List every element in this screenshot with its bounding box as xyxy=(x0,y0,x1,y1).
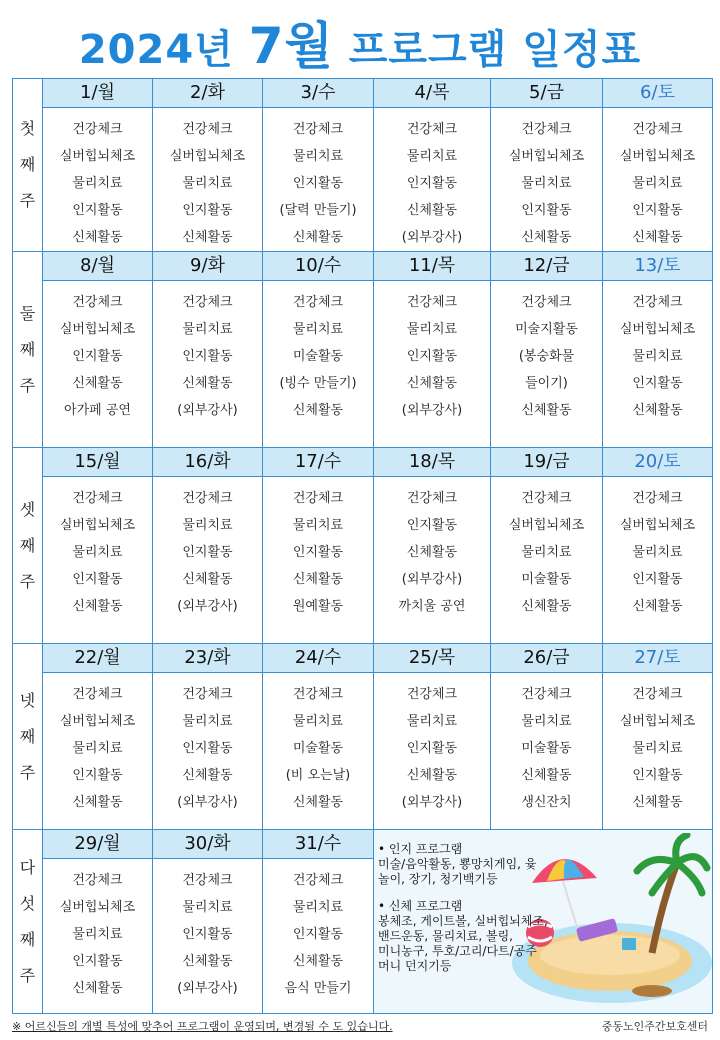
activity-item: 신체활동 xyxy=(632,403,683,418)
activity-item: 신체활동 xyxy=(292,572,344,587)
activity-item: 인지활동 xyxy=(406,176,458,191)
activity-item: 건강체크 xyxy=(182,687,233,702)
activity-item: 건강체크 xyxy=(72,687,123,702)
activity-item: 신체활동 xyxy=(292,403,344,418)
week-label-char: 다 xyxy=(19,857,36,877)
week-activity-row xyxy=(13,108,713,252)
activity-item: 미술활동 xyxy=(521,572,572,587)
week-header-row xyxy=(13,830,713,859)
activity-item: 실버힙뇌체조 xyxy=(59,714,136,729)
activity-item: 건강체크 xyxy=(632,687,683,702)
day-header: 18/목 xyxy=(374,448,491,477)
activity-item: 인지활동 xyxy=(72,349,123,364)
day-header: 22/월 xyxy=(43,644,153,673)
activity-item: 물리치료 xyxy=(72,741,123,756)
activity-item: 건강체크 xyxy=(72,873,123,888)
week-label-char: 셋 xyxy=(19,499,36,519)
cognitive-heading: • 인지 프로그램 xyxy=(378,842,463,856)
week-activity-row xyxy=(13,673,713,830)
week-label xyxy=(13,644,43,830)
activity-item: 물리치료 xyxy=(72,927,123,942)
day-activities xyxy=(153,108,263,252)
activity-item: 건강체크 xyxy=(72,491,123,506)
day-activities xyxy=(603,477,713,644)
activity-item: 물리치료 xyxy=(292,518,344,533)
day-header: 4/목 xyxy=(374,79,491,108)
activity-item: 인지활동 xyxy=(292,927,344,942)
activity-item: 물리치료 xyxy=(292,714,344,729)
activity-item: 물리치료 xyxy=(521,176,572,191)
physical-line: 미니농구, 투호/고리/다트/공주 xyxy=(378,944,537,958)
activity-item: 건강체크 xyxy=(182,873,233,888)
activity-item: 건강체크 xyxy=(632,295,683,310)
activity-item: 인지활동 xyxy=(182,741,233,756)
activity-item: 신체활동 xyxy=(406,203,458,218)
activity-item: 인지활동 xyxy=(72,572,123,587)
activity-item: 실버힙뇌체조 xyxy=(619,518,696,533)
cognitive-line: 미술/음악활동, 뿅망치게임, 윷 xyxy=(378,857,537,871)
activity-item: (외부강사) xyxy=(177,403,238,418)
activity-item: 실버힙뇌체조 xyxy=(59,518,136,533)
day-activities xyxy=(374,281,491,448)
activity-item: 물리치료 xyxy=(182,714,233,729)
activity-item: 건강체크 xyxy=(292,873,344,888)
activity-item: 건강체크 xyxy=(292,687,344,702)
activity-item: 신체활동 xyxy=(182,376,233,391)
activity-item: 건강체크 xyxy=(292,122,344,137)
week-activity-row xyxy=(13,281,713,448)
activity-item: 건강체크 xyxy=(292,491,344,506)
activity-item: 미술활동 xyxy=(292,741,344,756)
day-activities xyxy=(603,108,713,252)
activity-item: 신체활동 xyxy=(632,230,683,245)
activity-item: 물리치료 xyxy=(406,149,458,164)
day-activities xyxy=(491,281,603,448)
day-activities xyxy=(43,108,153,252)
week-label-char: 째 xyxy=(19,929,36,949)
physical-line: 밴드운동, 물리치료, 볼링, xyxy=(378,929,513,943)
day-header: 2/화 xyxy=(153,79,263,108)
activity-item: 물리치료 xyxy=(632,176,683,191)
activity-item: 건강체크 xyxy=(632,491,683,506)
activity-item: 물리치료 xyxy=(406,322,458,337)
week-label-char: 주 xyxy=(19,762,36,782)
activity-item: (비 오는날) xyxy=(285,768,351,783)
activity-item: 실버힙뇌체조 xyxy=(59,900,136,915)
day-activities xyxy=(43,673,153,830)
day-activities xyxy=(374,477,491,644)
activity-item: 인지활동 xyxy=(406,349,458,364)
day-header: 19/금 xyxy=(491,448,603,477)
activity-item: (외부강사) xyxy=(401,795,463,810)
week-label-char: 둘 xyxy=(19,303,36,323)
physical-heading: • 신체 프로그램 xyxy=(378,899,463,913)
week-header-row xyxy=(13,79,713,108)
activity-item: (외부강사) xyxy=(401,230,463,245)
page-title xyxy=(0,6,720,78)
footer xyxy=(12,1018,712,1034)
activity-item: (외부강사) xyxy=(177,795,238,810)
day-header: 6/토 xyxy=(603,79,713,108)
day-header: 26/금 xyxy=(491,644,603,673)
activity-item: 물리치료 xyxy=(182,322,233,337)
day-header: 15/월 xyxy=(43,448,153,477)
footer-org: 중동노인주간보호센터 xyxy=(601,1020,708,1033)
activity-item: 신체활동 xyxy=(406,376,458,391)
activity-item: 원예활동 xyxy=(292,599,344,614)
week-label xyxy=(13,252,43,448)
week-label-char: 주 xyxy=(19,191,36,210)
activity-item: 신체활동 xyxy=(292,954,344,969)
week-label-char: 섯 xyxy=(19,893,36,913)
activity-item: 아가페 공연 xyxy=(64,403,131,418)
activity-item: 물리치료 xyxy=(521,714,572,729)
activity-item: 신체활동 xyxy=(406,768,458,783)
day-activities xyxy=(43,859,153,1014)
day-header: 31/수 xyxy=(263,830,374,859)
day-activities xyxy=(263,477,374,644)
program-info-box xyxy=(374,830,713,1014)
day-header: 13/토 xyxy=(603,252,713,281)
day-activities xyxy=(153,673,263,830)
week-label-char: 째 xyxy=(19,535,36,555)
activity-item: 물리치료 xyxy=(72,545,123,560)
week-activity-row xyxy=(13,477,713,644)
week-label-char: 주 xyxy=(19,965,36,985)
activity-item: 실버힙뇌체조 xyxy=(59,322,136,337)
activity-item: 인지활동 xyxy=(182,349,233,364)
activity-item: 건강체크 xyxy=(406,295,458,310)
week-label-char: 째 xyxy=(19,726,36,746)
week-label-char: 째 xyxy=(19,155,36,174)
schedule-table xyxy=(12,78,713,1014)
week-label xyxy=(13,79,43,252)
activity-item: 인지활동 xyxy=(632,572,683,587)
activity-item: 신체활동 xyxy=(292,230,344,245)
physical-line: 머니 던지기등 xyxy=(378,959,452,973)
activity-item: 미술활동 xyxy=(521,741,572,756)
activity-item: 인지활동 xyxy=(182,927,233,942)
activity-item: 건강체크 xyxy=(182,295,233,310)
title-year: 2024년 xyxy=(78,27,234,73)
day-header: 23/화 xyxy=(153,644,263,673)
activity-item: 인지활동 xyxy=(182,545,233,560)
activity-item: 실버힙뇌체조 xyxy=(619,322,696,337)
physical-line: 봉체조, 게이트볼, 실버힙뇌체조, xyxy=(378,914,548,928)
activity-item: 신체활동 xyxy=(521,230,572,245)
activity-item: 물리치료 xyxy=(292,149,344,164)
activity-item: 생신잔치 xyxy=(521,795,572,810)
activity-item: 신체활동 xyxy=(182,954,233,969)
activity-item: 인지활동 xyxy=(406,518,458,533)
day-header: 1/월 xyxy=(43,79,153,108)
day-activities xyxy=(153,477,263,644)
day-activities xyxy=(263,859,374,1014)
activity-item: 물리치료 xyxy=(182,176,233,191)
activity-item: 물리치료 xyxy=(182,518,233,533)
cognitive-line: 놀이, 장기, 청기백기등 xyxy=(378,872,498,886)
activity-item: 인지활동 xyxy=(72,954,123,969)
activity-item: 실버힙뇌체조 xyxy=(508,518,585,533)
activity-item: 인지활동 xyxy=(521,203,572,218)
day-header: 16/화 xyxy=(153,448,263,477)
day-activities xyxy=(263,673,374,830)
activity-item: 음식 만들기 xyxy=(284,981,352,996)
day-activities xyxy=(374,673,491,830)
day-activities xyxy=(153,281,263,448)
day-activities xyxy=(491,108,603,252)
activity-item: 신체활동 xyxy=(182,230,233,245)
day-header: 11/목 xyxy=(374,252,491,281)
activity-item: 건강체크 xyxy=(406,491,458,506)
activity-item: 인지활동 xyxy=(292,176,344,191)
activity-item: 인지활동 xyxy=(292,545,344,560)
day-header: 12/금 xyxy=(491,252,603,281)
activity-item: 실버힙뇌체조 xyxy=(59,149,136,164)
activity-item: 건강체크 xyxy=(521,295,572,310)
day-header: 9/화 xyxy=(153,252,263,281)
week-label-char: 째 xyxy=(19,339,36,359)
activity-item: (빙수 만들기) xyxy=(279,376,357,391)
activity-item: 신체활동 xyxy=(182,572,233,587)
activity-item: 신체활동 xyxy=(406,545,458,560)
week-label-char: 넷 xyxy=(19,690,36,710)
activity-item: 까치울 공연 xyxy=(398,599,466,614)
activity-item: 미술활동 xyxy=(292,349,344,364)
activity-item: 물리치료 xyxy=(182,900,233,915)
activity-item: 실버힙뇌체조 xyxy=(169,149,246,164)
activity-item: 인지활동 xyxy=(632,768,683,783)
activity-item: 미술지활동 xyxy=(515,322,578,337)
activity-item: 건강체크 xyxy=(182,122,233,137)
day-activities xyxy=(263,108,374,252)
activity-item: 건강체크 xyxy=(521,687,572,702)
activity-item: 물리치료 xyxy=(72,176,123,191)
activity-item: 건강체크 xyxy=(406,122,458,137)
week-label-char: 주 xyxy=(19,375,36,395)
day-header: 30/화 xyxy=(153,830,263,859)
week-header-row xyxy=(13,644,713,673)
activity-item: 신체활동 xyxy=(72,795,123,810)
day-header: 24/수 xyxy=(263,644,374,673)
day-header: 17/수 xyxy=(263,448,374,477)
day-header: 10/수 xyxy=(263,252,374,281)
activity-item: 실버힙뇌체조 xyxy=(508,149,585,164)
activity-item: 인지활동 xyxy=(406,741,458,756)
activity-item: 건강체크 xyxy=(72,122,123,137)
day-activities xyxy=(43,477,153,644)
activity-item: 실버힙뇌체조 xyxy=(619,714,696,729)
activity-item: (봉숭화물 xyxy=(518,349,575,364)
day-header: 20/토 xyxy=(603,448,713,477)
activity-item: 물리치료 xyxy=(632,741,683,756)
title-rest: 프로그램 일정표 xyxy=(348,27,642,73)
activity-item: 신체활동 xyxy=(72,376,123,391)
day-activities xyxy=(491,477,603,644)
activity-item: 들이기) xyxy=(525,376,568,391)
day-activities xyxy=(603,281,713,448)
activity-item: 건강체크 xyxy=(521,491,572,506)
activity-item: 신체활동 xyxy=(72,230,123,245)
day-header: 25/목 xyxy=(374,644,491,673)
activity-item: 건강체크 xyxy=(632,122,683,137)
day-header: 8/월 xyxy=(43,252,153,281)
activity-item: 인지활동 xyxy=(72,768,123,783)
activity-item: 물리치료 xyxy=(292,322,344,337)
day-activities xyxy=(153,859,263,1014)
activity-item: (외부강사) xyxy=(177,981,238,996)
activity-item: 인지활동 xyxy=(632,376,683,391)
day-header: 5/금 xyxy=(491,79,603,108)
day-header: 29/월 xyxy=(43,830,153,859)
day-header: 3/수 xyxy=(263,79,374,108)
activity-item: (외부강사) xyxy=(401,572,463,587)
activity-item: 물리치료 xyxy=(292,900,344,915)
day-activities xyxy=(603,673,713,830)
activity-item: 건강체크 xyxy=(72,295,123,310)
week-label-char: 첫 xyxy=(19,119,36,138)
activity-item: 신체활동 xyxy=(72,599,123,614)
activity-item: 인지활동 xyxy=(72,203,123,218)
day-activities xyxy=(374,108,491,252)
activity-item: 신체활동 xyxy=(521,768,572,783)
activity-item: 신체활동 xyxy=(72,981,123,996)
activity-item: 인지활동 xyxy=(632,203,683,218)
footer-note: ※ 어르신들의 개별 특성에 맞추어 프로그램이 운영되며, 변경될 수 도 있습니다. xyxy=(12,1020,393,1033)
activity-item: 건강체크 xyxy=(521,122,572,137)
activity-item: 신체활동 xyxy=(182,768,233,783)
week-header-row xyxy=(13,252,713,281)
activity-item: (달력 만들기) xyxy=(279,203,357,218)
activity-item: 건강체크 xyxy=(406,687,458,702)
activity-item: 물리치료 xyxy=(406,714,458,729)
activity-item: 신체활동 xyxy=(632,599,683,614)
day-activities xyxy=(491,673,603,830)
activity-item: (외부강사) xyxy=(401,403,463,418)
activity-item: 신체활동 xyxy=(521,403,572,418)
activity-item: 신체활동 xyxy=(292,795,344,810)
day-activities xyxy=(43,281,153,448)
activity-item: 실버힙뇌체조 xyxy=(619,149,696,164)
activity-item: 물리치료 xyxy=(521,545,572,560)
activity-item: (외부강사) xyxy=(177,599,238,614)
activity-item: 건강체크 xyxy=(292,295,344,310)
activity-item: 건강체크 xyxy=(182,491,233,506)
title-month: 7월 xyxy=(248,17,334,75)
activity-item: 신체활동 xyxy=(521,599,572,614)
activity-item: 물리치료 xyxy=(632,545,683,560)
activity-item: 신체활동 xyxy=(632,795,683,810)
week-label-char: 주 xyxy=(19,571,36,591)
week-label xyxy=(13,448,43,644)
activity-item: 물리치료 xyxy=(632,349,683,364)
day-activities xyxy=(263,281,374,448)
day-header: 27/토 xyxy=(603,644,713,673)
week-header-row xyxy=(13,448,713,477)
week-label xyxy=(13,830,43,1014)
activity-item: 인지활동 xyxy=(182,203,233,218)
